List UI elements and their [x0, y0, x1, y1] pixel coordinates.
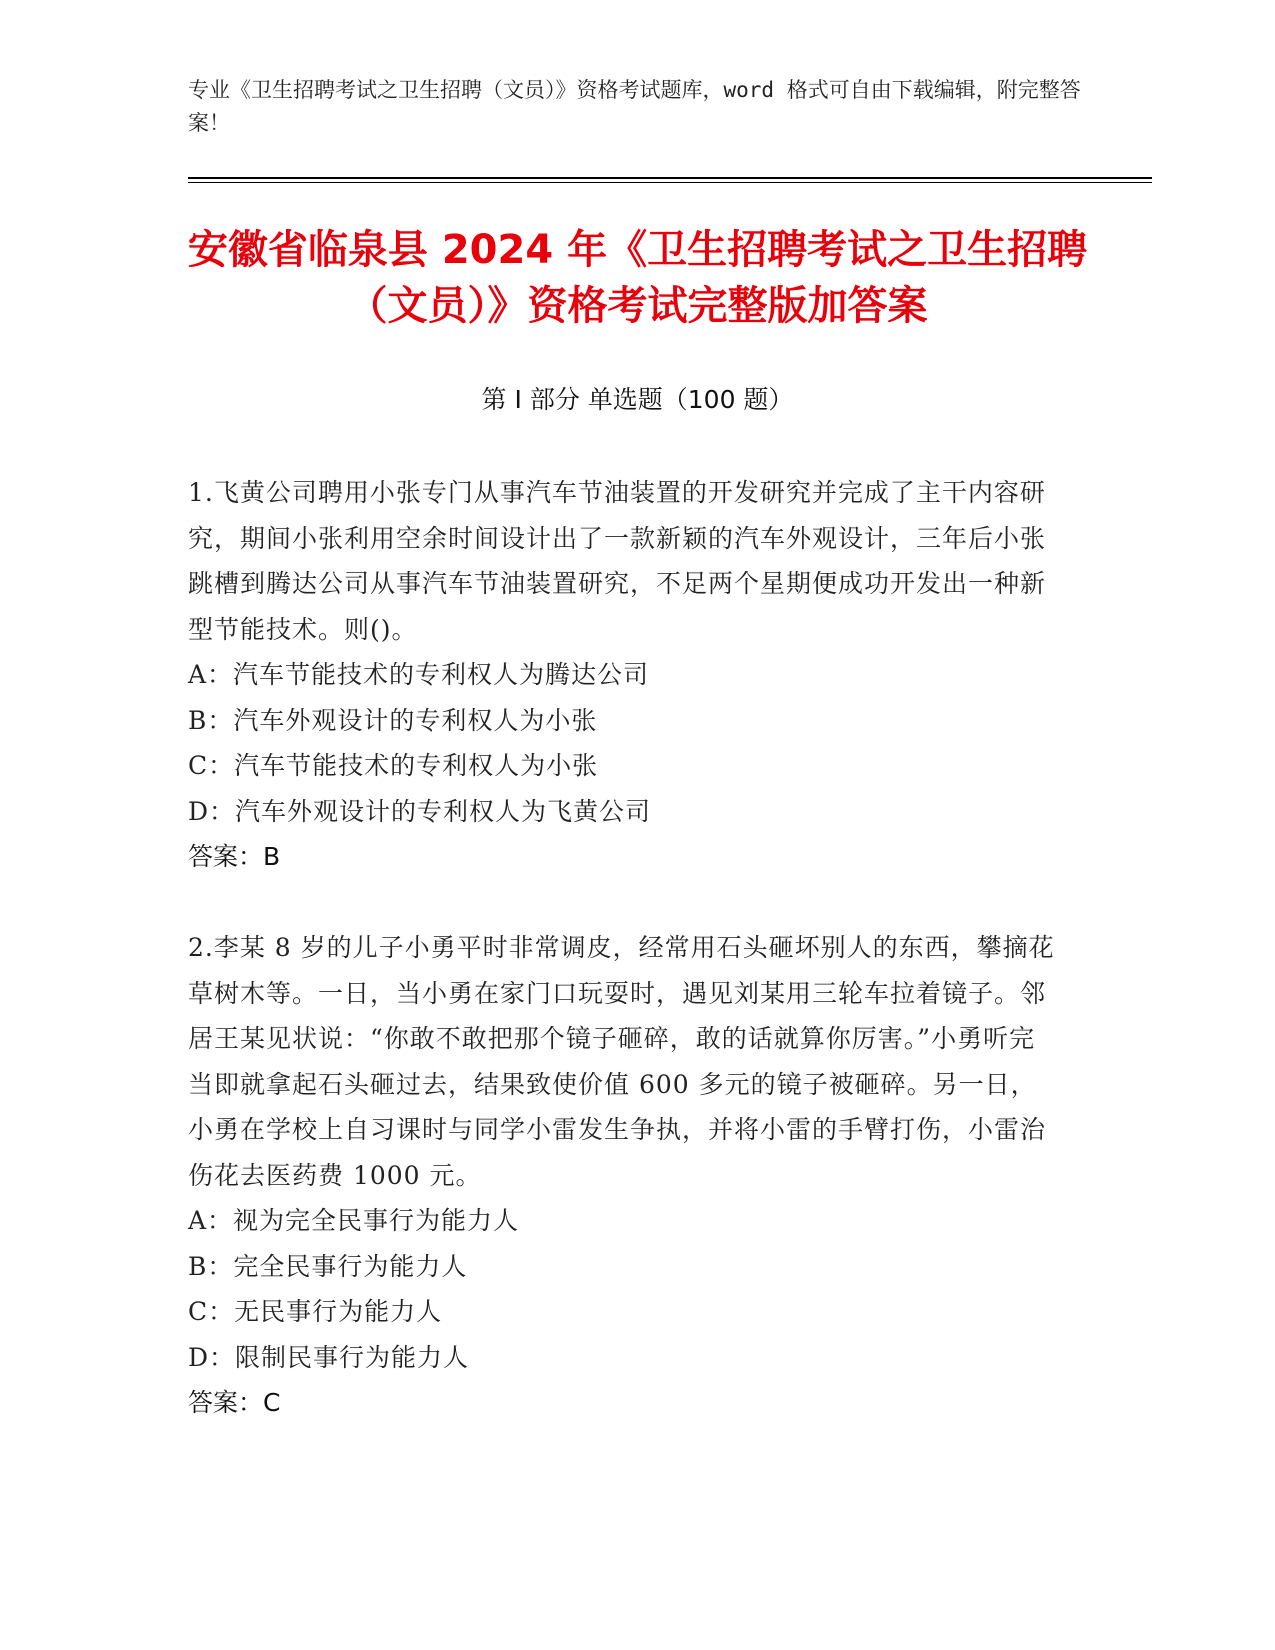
section-heading: 第 I 部分 单选题（100 题）	[481, 385, 794, 414]
header-divider-thick	[188, 177, 1152, 179]
question-stem: 1.飞黄公司聘用小张专门从事汽车节油装置的开发研究并完成了主干内容研究，期间小张利用空余时间设计出了一款新颖的汽车外观设计，三年后小张跳槽到腾达公司从事汽车节油装置研究，不足两个星期便成功开发出一种新型节能技术。则()。	[188, 478, 1047, 644]
option-a: A：汽车节能技术的专利权人为腾达公司	[188, 660, 650, 689]
answer: 答案：B	[188, 842, 281, 871]
header-divider-thin	[188, 182, 1152, 183]
option-c: C：无民事行为能力人	[188, 1297, 443, 1326]
question-1	[188, 470, 1058, 880]
option-b: B：汽车外观设计的专利权人为小张	[188, 705, 598, 735]
option-a: A：视为完全民事行为能力人	[188, 1206, 520, 1235]
question-stem: 2.李某 8 岁的儿子小勇平时非常调皮，经常用石头砸坏别人的东西，攀摘花草树木等。一日，当小勇在家门口玩耍时，遇见刘某用三轮车拉着镜子。邻居王某见状说：“你敢不敢把那个镜子砸碎，敢的话就算你厉害。”小勇听完当即就拿起石头砸过去，结果致使价值 600 多元的镜子被砸碎。另一日，小勇在学校上自习课时与同学小雷发生争执，并将小雷的手臂打伤，小雷治伤花去医药费 1000 元。	[188, 933, 1055, 1190]
option-c: C：汽车节能技术的专利权人为小张	[188, 751, 599, 780]
answer: 答案：C	[188, 1388, 281, 1417]
document-title: 安徽省临泉县 2024 年《卫生招聘考试之卫生招聘（文员）》资格考试完整版加答案	[187, 227, 1088, 329]
header-note: 专业《卫生招聘考试之卫生招聘（文员）》资格考试题库，word 格式可自由下载编辑，附完整答案！	[188, 78, 1081, 135]
option-d: D：限制民事行为能力人	[188, 1342, 470, 1372]
question-2	[188, 925, 1058, 1426]
option-d: D：汽车外观设计的专利权人为飞黄公司	[188, 796, 652, 826]
option-b: B：完全民事行为能力人	[188, 1251, 468, 1281]
